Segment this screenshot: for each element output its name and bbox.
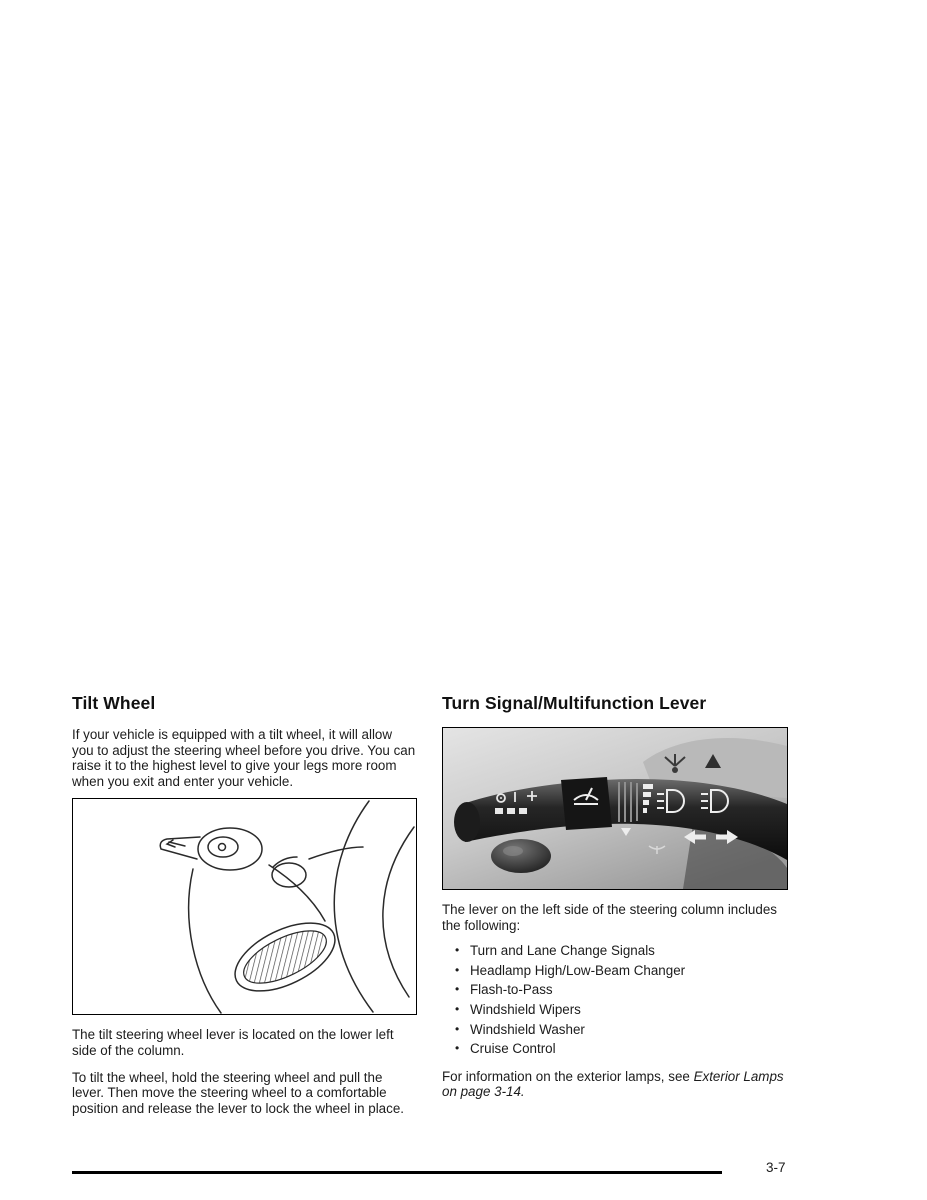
multifunction-lever-figure [442, 727, 788, 890]
list-item: • Windshield Wipers [442, 1000, 788, 1020]
note-cross-reference: Exterior Lamps on page 3-14. [442, 1068, 784, 1100]
note-plain-text: For information on the exterior lamps, see [442, 1068, 694, 1084]
tilt-wheel-paragraph: If your vehicle is equipped with a tilt wheel, it will allow you to adjust the steering wheel before you drive. You can raise it to the highest level to give your legs more room when you exit and enter your vehicle. [72, 727, 416, 789]
list-item: • Windshield Washer [442, 1020, 788, 1040]
lever-feature-list [442, 941, 788, 1059]
lever-knob-highlight [503, 846, 523, 856]
tilt-wheel-heading: Tilt Wheel [72, 693, 156, 713]
tilt-wheel-caption-2: To tilt the wheel, hold the steering wheel and pull the lever. Then move the steering wheel to a comfortable position and release the lever to lock the wheel in place. [72, 1069, 404, 1116]
turn-signal-section [442, 693, 788, 1108]
list-item: • Flash-to-Pass [442, 980, 788, 1000]
list-item: • Cruise Control [442, 1039, 788, 1059]
turn-signal-intro: The lever on the left side of the steering column includes the following: [442, 902, 777, 933]
list-item: • Headlamp High/Low-Beam Changer [442, 961, 788, 981]
tilt-wheel-line-art [73, 799, 416, 1014]
list-item: • Turn and Lane Change Signals [442, 941, 788, 961]
multifunction-lever-photo [443, 728, 787, 889]
page-number: 3-7 [766, 1160, 786, 1175]
turn-signal-heading: Turn Signal/Multifunction Lever [442, 693, 707, 713]
tilt-wheel-caption-1: The tilt steering wheel lever is located on the lower left side of the column. [72, 1027, 394, 1058]
tilt-wheel-section [72, 693, 417, 1124]
tilt-wheel-figure [72, 798, 417, 1015]
exterior-lamps-note [442, 1069, 788, 1100]
lever-knob [491, 839, 551, 873]
lever-end-cap [454, 802, 480, 842]
footer-rule [72, 1171, 722, 1174]
